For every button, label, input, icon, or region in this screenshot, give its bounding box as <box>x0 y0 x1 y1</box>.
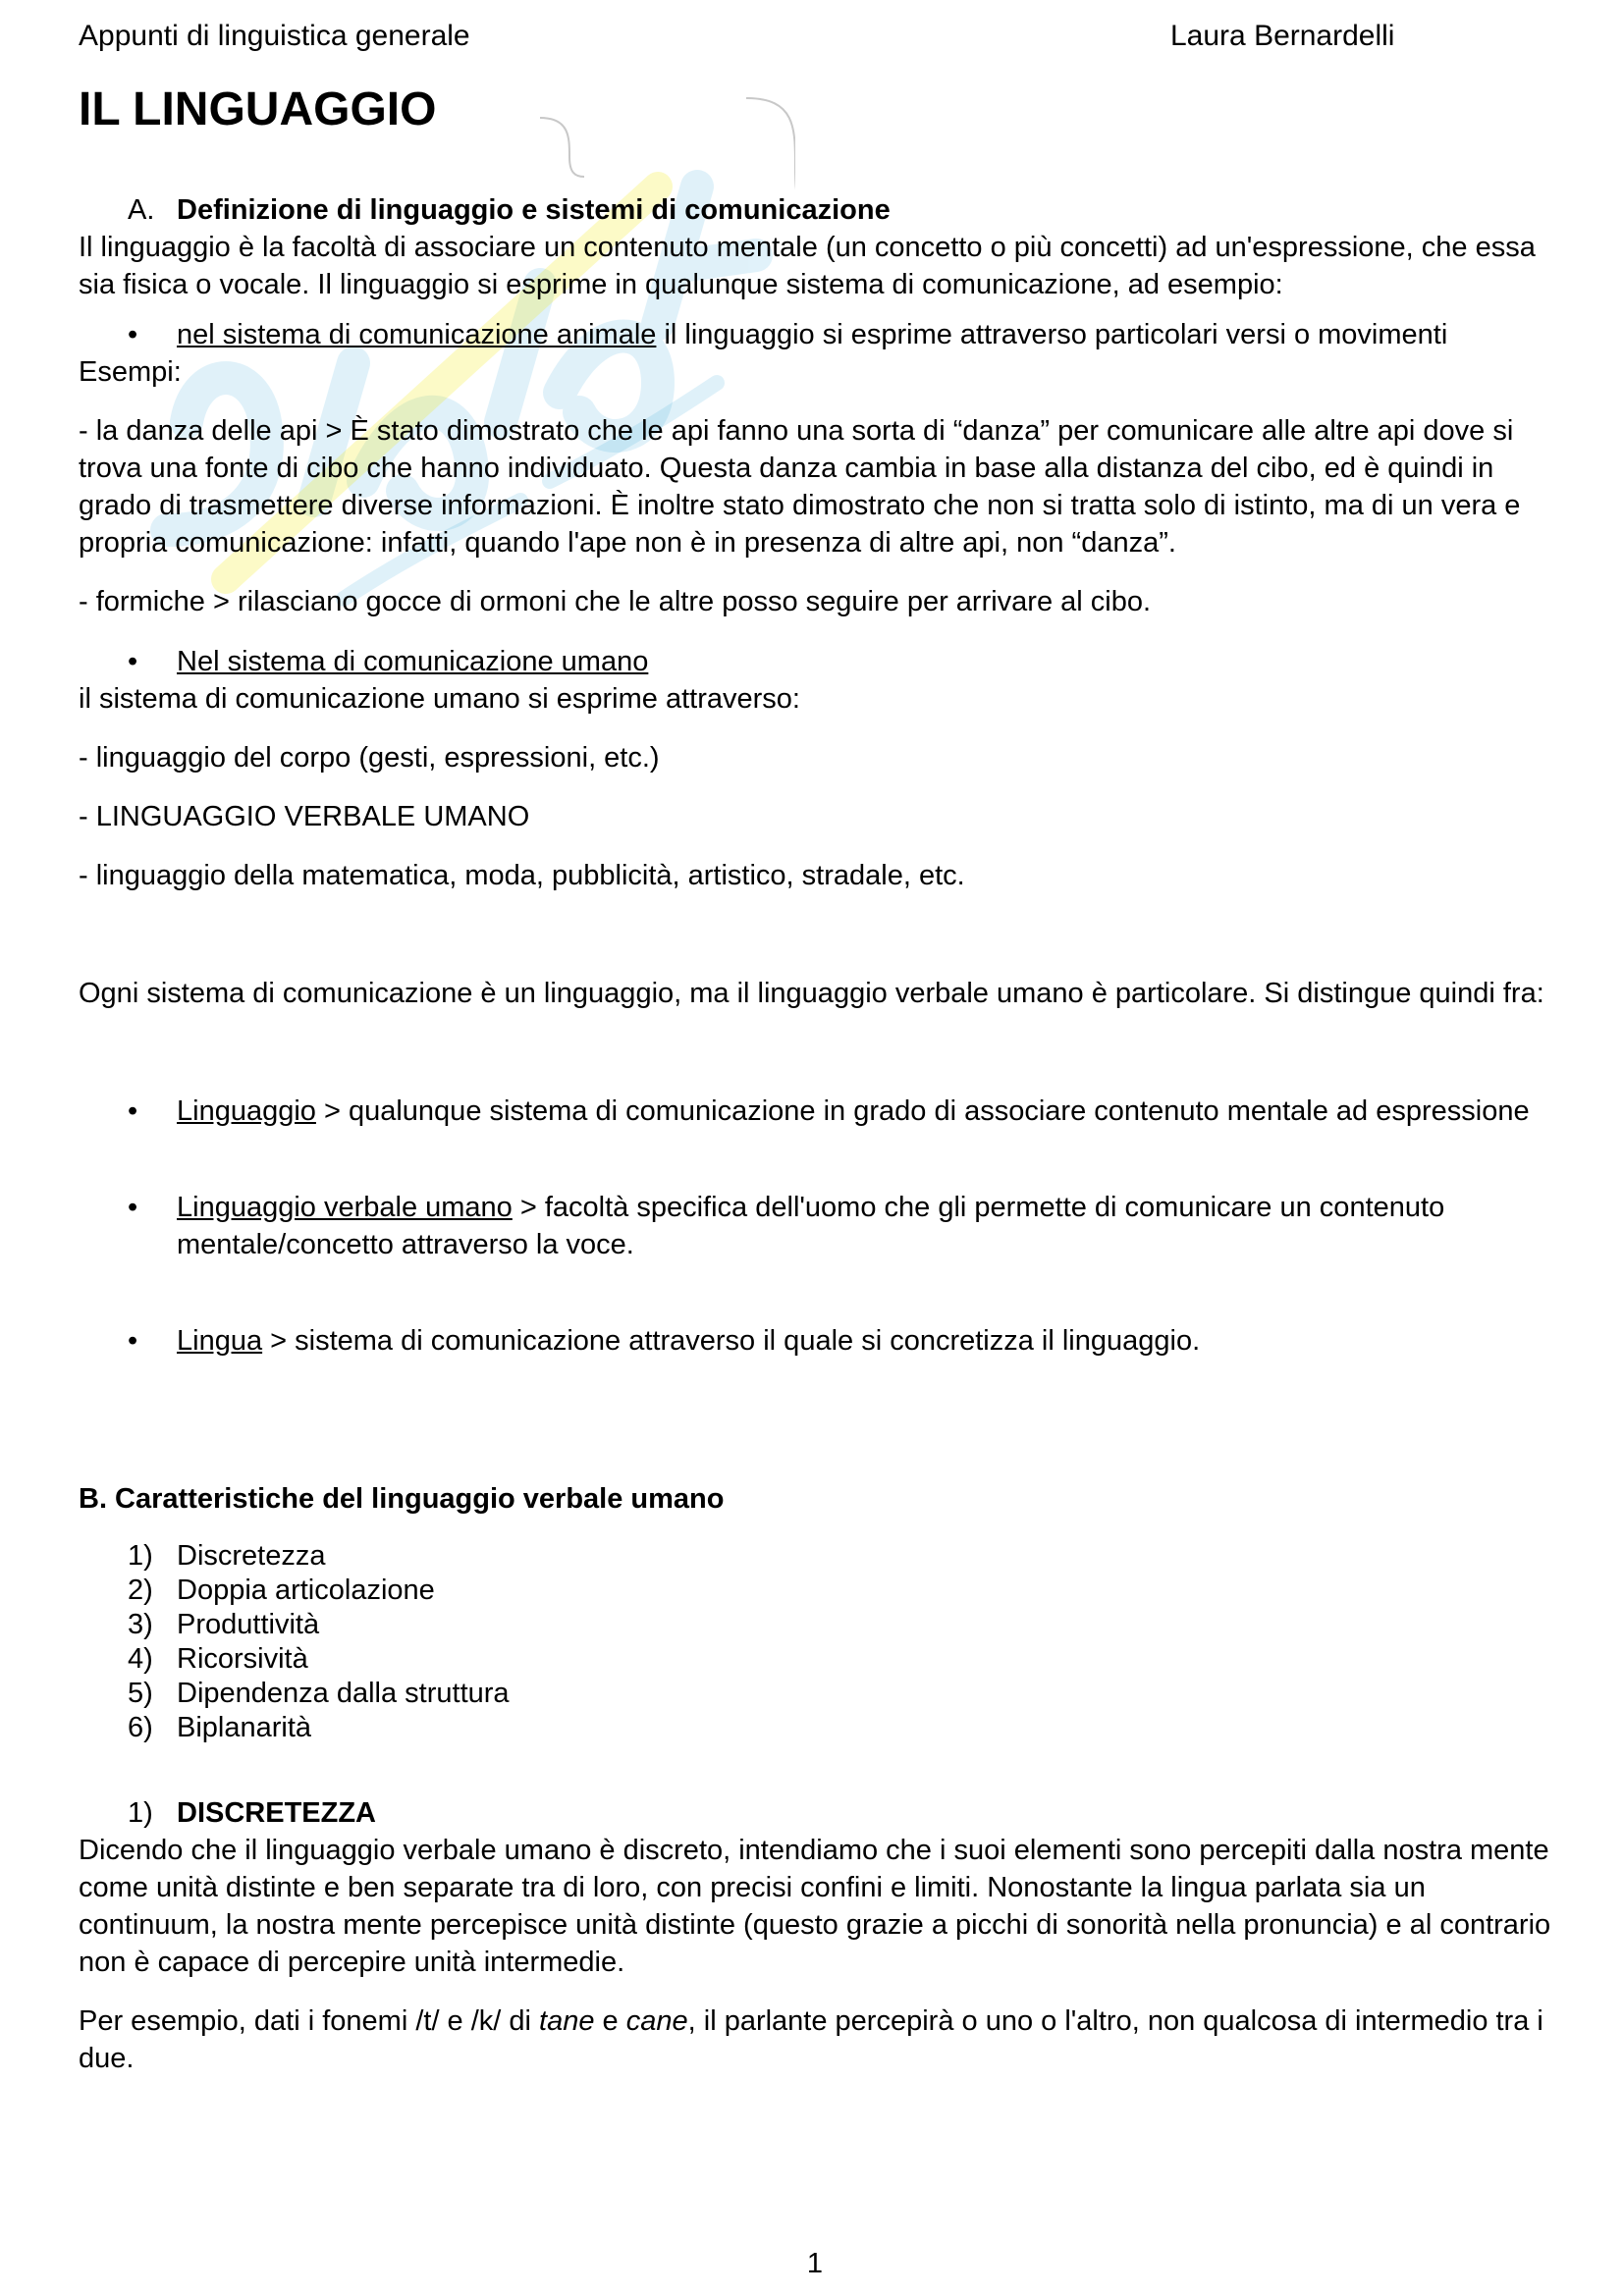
definition-term: Linguaggio <box>177 1095 316 1127</box>
section-a-heading-text: Definizione di linguaggio e sistemi di comunicazione <box>177 194 891 226</box>
example-ants: - formiche > rilasciano gocce di ormoni che le altre posso seguire per arrivare al cibo. <box>79 586 1152 617</box>
document-body <box>79 191 1551 2077</box>
bullet-dot: • <box>128 319 138 350</box>
definition-term: Lingua <box>177 1325 263 1357</box>
example-word: cane <box>625 2005 688 2037</box>
bullet-dot: • <box>128 646 138 677</box>
bullet-dot: • <box>128 1095 138 1127</box>
definition-linguaggio-verbale <box>79 1189 1551 1263</box>
definition-text: > sistema di comunicazione attraverso il quale si concretizza il linguaggio. <box>262 1325 1201 1357</box>
document-page <box>79 0 1551 2296</box>
section-a-marker: A. <box>128 194 155 226</box>
bullet-animal <box>79 316 1551 353</box>
human-intro: il sistema di comunicazione umano si esprime attraverso: <box>79 683 800 715</box>
human-item: - linguaggio del corpo (gesti, espressioni, etc.) <box>79 742 660 774</box>
definition-term: Linguaggio verbale umano <box>177 1192 513 1223</box>
discretezza-number: 1) <box>128 1797 153 1829</box>
list-item: 1) Discretezza <box>128 1540 326 1572</box>
distinction-paragraph: Ogni sistema di comunicazione è un linguaggio, ma il linguaggio verbale umano è particolare. Si distingue quindi fra: <box>79 978 1544 1009</box>
bullet-dot: • <box>128 1192 138 1223</box>
definition-lingua <box>79 1322 1551 1360</box>
human-item: - linguaggio della matematica, moda, pubblicità, artistico, stradale, etc. <box>79 860 965 891</box>
examples-label: Esempi: <box>79 356 182 388</box>
definition-text: > facoltà specifica dell'uomo che gli permette di comunicare un contenuto mentale/concetto attraverso la voce. <box>177 1192 1445 1260</box>
list-item: 2) Doppia articolazione <box>128 1575 435 1606</box>
header-course-title: Appunti di linguistica generale <box>79 20 470 52</box>
example-bees: - la danza delle api > È stato dimostrato che le api fanno una sorta di “danza” per comunicare alle altre api dove si trova una fonte di cibo che hanno individuato. Questa danza cambia in base alla distanza del cibo, ed è quindi in grado di trasmettere diverse informazioni. È inoltre stato dimostrato che non si tratta solo di istinto, ma di un vera e propria comunicazione: infatti, quando l'ape non è in presenza di altre api, non “danza”. <box>79 415 1521 559</box>
list-item: 5) Dipendenza dalla struttura <box>128 1678 510 1709</box>
bullet-animal-text: il linguaggio si esprime attraverso particolari versi o movimenti <box>656 319 1448 350</box>
discretezza-heading-text: DISCRETEZZA <box>177 1797 376 1829</box>
definition-linguaggio <box>79 1093 1551 1130</box>
section-a-heading <box>79 191 1551 229</box>
section-b-heading: B. Caratteristiche del linguaggio verbale umano <box>79 1483 725 1515</box>
bullet-animal-term: nel sistema di comunicazione animale <box>177 319 657 350</box>
page-number: 1 <box>806 2248 824 2279</box>
example-word: tane <box>539 2005 595 2037</box>
page-title: IL LINGUAGGIO <box>79 83 437 135</box>
bullet-human <box>79 643 1551 680</box>
discretezza-paragraph: Dicendo che il linguaggio verbale umano è discreto, intendiamo che i suoi elementi sono percepiti dalla nostra mente come unità distinte e ben separate tra di loro, con precisi confini e limiti. Nonostante la lingua parlata sia un continuum, la nostra mente percepisce unità distinte (questo grazie a picchi di sonorità nella pronuncia) e al contrario non è capace di percepire unità intermedie. <box>79 1835 1551 1978</box>
list-item: 6) Biplanarità <box>128 1712 312 1743</box>
section-a-intro: Il linguaggio è la facoltà di associare un contenuto mentale (un concetto o più concetti) ad un'espressione, che essa sia fisica o vocale. Il linguaggio si esprime in qualunque sistema di comunicazione, ad esempio: <box>79 232 1536 300</box>
discretezza-heading <box>79 1794 1551 1832</box>
human-item: - LINGUAGGIO VERBALE UMANO <box>79 801 530 832</box>
discretezza-example: Per esempio, dati i fonemi /t/ e /k/ di tane e cane, il parlante percepirà o uno o l'altro, non qualcosa di intermedio tra i due. <box>79 2005 1543 2074</box>
list-item: 4) Ricorsività <box>128 1643 308 1675</box>
definition-text: > qualunque sistema di comunicazione in grado di associare contenuto mentale ad espressione <box>315 1095 1530 1127</box>
header-author: Laura Bernardelli <box>1170 20 1395 52</box>
bullet-dot: • <box>128 1325 138 1357</box>
bullet-human-term: Nel sistema di comunicazione umano <box>177 646 649 677</box>
list-item: 3) Produttività <box>128 1609 320 1640</box>
characteristics-list <box>79 1539 1551 1745</box>
